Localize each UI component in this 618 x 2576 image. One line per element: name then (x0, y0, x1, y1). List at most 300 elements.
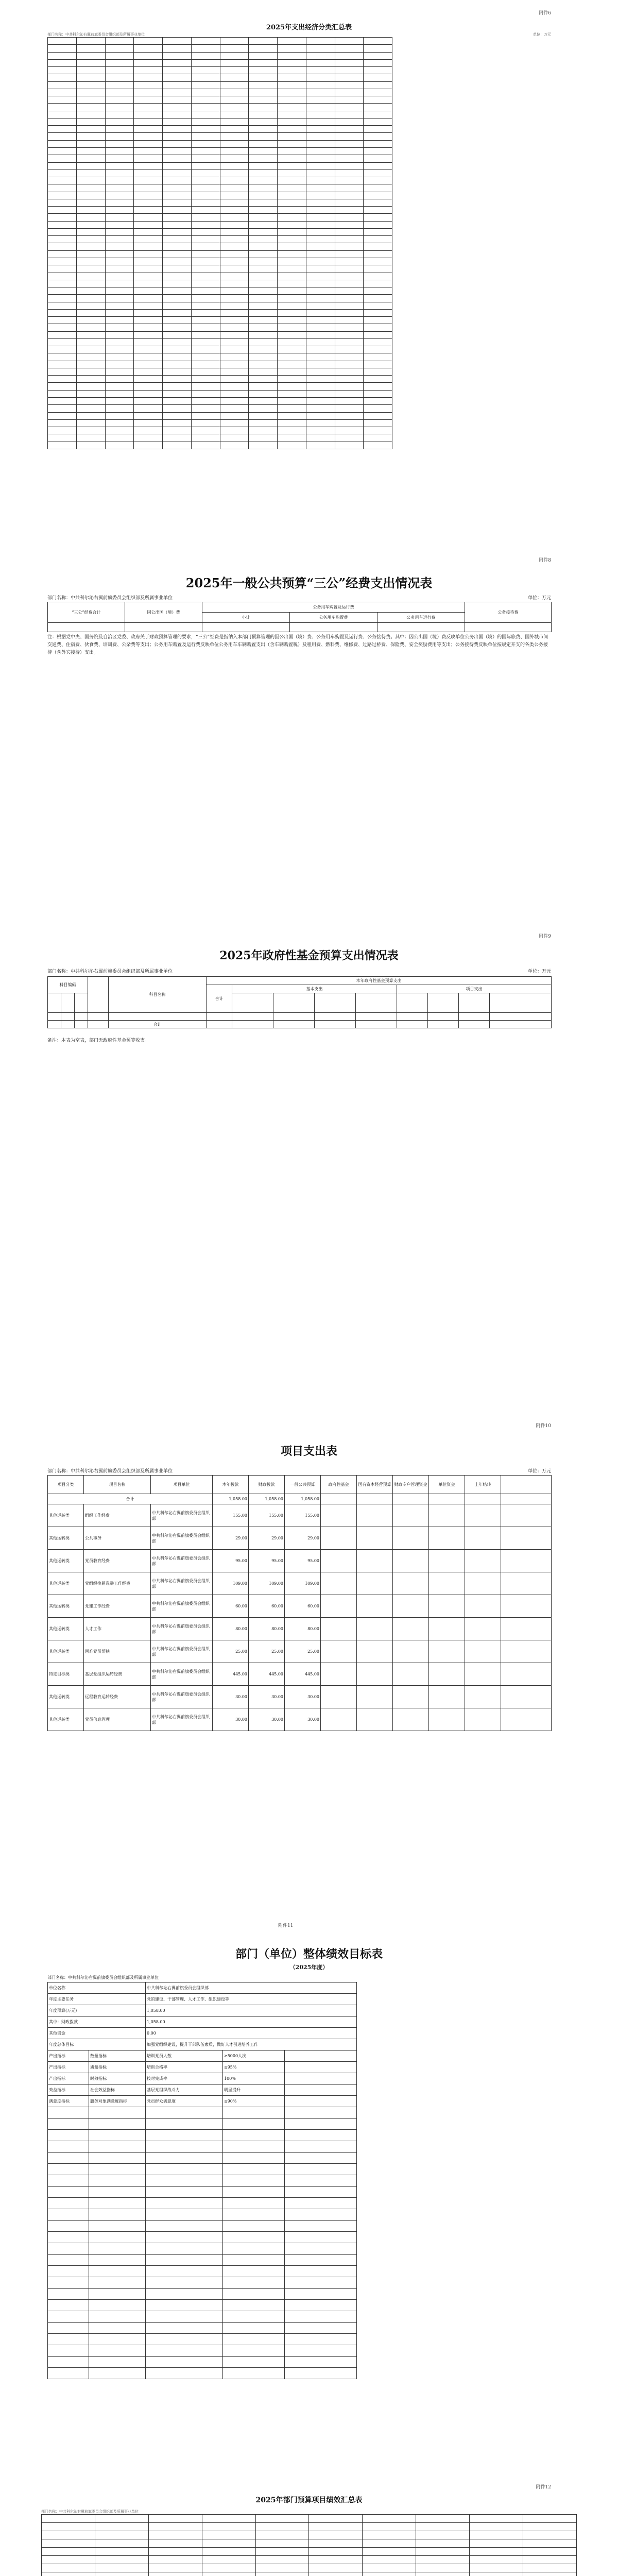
section-economic-summary (0, 0, 618, 464)
table-cell (134, 265, 163, 273)
table-cell (163, 67, 192, 74)
table-row (48, 147, 392, 155)
table-cell (335, 74, 364, 81)
th-car-run: 公务用车运行费 (377, 613, 465, 623)
table-cell (220, 74, 249, 81)
header-row (48, 1476, 552, 1494)
table-cell (278, 199, 306, 206)
table-cell (163, 302, 192, 309)
table-cell (285, 2175, 357, 2187)
table-cell (48, 302, 77, 309)
th-reception: 公务接待费 (465, 602, 552, 623)
table-cell (501, 1572, 552, 1595)
table-cell (335, 338, 364, 346)
table-cell (76, 295, 105, 302)
table-cell (48, 412, 77, 419)
table-cell (76, 126, 105, 133)
project-fiscal: 109.00 (249, 1572, 285, 1595)
table-row (48, 192, 392, 199)
table-cell (48, 295, 77, 302)
table-cell (134, 331, 163, 338)
project-unit: 中共科尔沁右翼前旗委员会组织部 (151, 1640, 213, 1663)
table-cell (223, 2334, 285, 2345)
table-cell (163, 38, 192, 45)
table-cell (416, 2564, 470, 2572)
table-cell (357, 1708, 393, 1731)
project-fiscal: 29.00 (249, 1527, 285, 1550)
indicator-level1: 效益指标 (48, 2084, 89, 2096)
section-title: 部门（单位）整体绩效目标表 (235, 1947, 383, 1961)
table-cell (285, 2266, 357, 2277)
indicator-value: 明显提升 (223, 2084, 285, 2096)
table-cell (306, 302, 335, 309)
table-cell (163, 317, 192, 324)
table-row (48, 2277, 357, 2289)
table-cell (306, 442, 335, 449)
table-cell (278, 390, 306, 397)
table-cell (501, 1708, 552, 1731)
table-cell (76, 81, 105, 89)
table-cell (191, 67, 220, 74)
table-cell (309, 2548, 363, 2556)
table-cell (89, 2277, 146, 2289)
table-cell (335, 427, 364, 434)
table-cell (470, 2523, 523, 2531)
table-cell (306, 170, 335, 177)
table-cell (105, 376, 134, 383)
table-cell (306, 81, 335, 89)
table-cell (134, 280, 163, 287)
table-cell (465, 1504, 501, 1527)
table-cell (278, 111, 306, 118)
table-row (48, 2153, 357, 2164)
table-cell (134, 302, 163, 309)
table-cell (364, 59, 392, 66)
table-cell (202, 2548, 255, 2556)
table-cell (249, 258, 278, 265)
field-label: 年度总体目标 (48, 2039, 146, 2050)
table-cell (220, 162, 249, 170)
table-cell (364, 111, 392, 118)
project-table (47, 1475, 552, 1731)
table-cell (255, 2556, 309, 2564)
table-row (48, 2016, 357, 2028)
table-row (48, 228, 392, 235)
indicator-level2: 时效指标 (89, 2073, 146, 2084)
table-row (48, 412, 392, 419)
table-cell (48, 140, 77, 147)
project-category: 其他运转类 (48, 1527, 84, 1550)
table-cell (278, 258, 306, 265)
table-cell (523, 2564, 577, 2572)
column-header: 本年拨款 (213, 1476, 249, 1494)
table-cell (163, 324, 192, 331)
table-cell (364, 162, 392, 170)
table-row (48, 1708, 552, 1731)
table-cell (220, 140, 249, 147)
table-cell (76, 207, 105, 214)
table-cell (95, 2572, 148, 2576)
table-cell (48, 2107, 89, 2119)
table-cell (255, 2515, 309, 2523)
table-cell (105, 111, 134, 118)
page-tag: 附件8 (539, 558, 551, 563)
table-cell (134, 317, 163, 324)
table-cell (249, 192, 278, 199)
table-cell (220, 228, 249, 235)
table-cell (306, 59, 335, 66)
table-cell (148, 2515, 202, 2523)
table-cell (364, 67, 392, 74)
table-cell (105, 140, 134, 147)
table-cell (278, 442, 306, 449)
table-cell (364, 390, 392, 397)
table-cell (105, 170, 134, 177)
project-category: 其他运转类 (48, 1550, 84, 1572)
dept-line: 部门名称：中共科尔沁右翼前旗委员会组织部及所属事业单位 (47, 1975, 159, 1980)
table-cell (146, 2300, 223, 2311)
table-cell (465, 1663, 501, 1686)
table-cell (249, 250, 278, 258)
table-cell (76, 273, 105, 280)
table-cell (146, 2323, 223, 2334)
table-row (48, 1982, 357, 1994)
table-cell (429, 1572, 465, 1595)
table-row (48, 2005, 357, 2016)
table-cell (146, 2277, 223, 2289)
table-cell (146, 2345, 223, 2357)
table-cell (105, 162, 134, 170)
table-cell (249, 147, 278, 155)
table-cell (364, 133, 392, 140)
table-cell (105, 126, 134, 133)
indicator-value: ≥95% (223, 2062, 285, 2073)
table-cell (364, 155, 392, 162)
table-cell (191, 331, 220, 338)
table-cell (191, 45, 220, 52)
table-cell (335, 59, 364, 66)
table-cell (105, 96, 134, 104)
table-cell (249, 81, 278, 89)
table-cell (220, 170, 249, 177)
table-cell (48, 192, 77, 199)
table-cell (364, 295, 392, 302)
table-cell (335, 221, 364, 228)
project-general: 155.00 (285, 1504, 321, 1527)
table-cell (285, 2289, 357, 2300)
table-cell (163, 59, 192, 66)
table-cell (335, 309, 364, 316)
table-cell (364, 368, 392, 375)
table-cell (364, 207, 392, 214)
table-row (48, 162, 392, 170)
table-cell (364, 331, 392, 338)
table-cell (105, 243, 134, 250)
table-cell (105, 338, 134, 346)
table-cell (48, 177, 77, 184)
table-cell (335, 346, 364, 353)
table-cell (48, 118, 77, 125)
table-row (48, 199, 392, 206)
table-cell (249, 199, 278, 206)
table-cell (220, 376, 249, 383)
table-cell (306, 184, 335, 192)
table-cell (48, 368, 77, 375)
table-cell (48, 228, 77, 235)
page-tag: 附件10 (536, 1423, 551, 1429)
table-cell (48, 324, 77, 331)
table-cell (134, 155, 163, 162)
field-value: 加强党组织建设，提升干部队伍素质，做好人才引进培养工作 (146, 2039, 357, 2050)
table-cell (249, 295, 278, 302)
table-cell (249, 427, 278, 434)
indicator-level1: 产出指标 (48, 2050, 89, 2062)
table-cell (278, 214, 306, 221)
table-cell (48, 81, 77, 89)
table-row (48, 324, 392, 331)
table-cell (306, 133, 335, 140)
table-cell (335, 52, 364, 59)
table-cell (134, 111, 163, 118)
table-cell (357, 1527, 393, 1550)
table-row (48, 2130, 357, 2141)
table-row (48, 265, 392, 273)
table-row (48, 104, 392, 111)
table-cell (321, 1640, 357, 1663)
table-cell (278, 302, 306, 309)
table-cell (76, 111, 105, 118)
table-cell (335, 118, 364, 125)
table-cell (134, 199, 163, 206)
table-cell (89, 2334, 146, 2345)
total-value: 1,058.00 (249, 1494, 285, 1504)
table-cell (48, 2300, 89, 2311)
table-cell (278, 133, 306, 140)
project-name: 远程教育运转经费 (84, 1686, 151, 1708)
table-cell (105, 412, 134, 419)
th-basic: 基本支出 (232, 985, 397, 993)
table-cell (76, 419, 105, 427)
table-cell (76, 265, 105, 273)
table-cell (278, 280, 306, 287)
table-row (48, 427, 392, 434)
table-cell (202, 2531, 255, 2539)
table-cell (76, 147, 105, 155)
table-cell (134, 361, 163, 368)
table-cell (48, 287, 77, 295)
table-cell (48, 2255, 89, 2266)
table-cell (191, 155, 220, 162)
table-row (42, 2515, 577, 2523)
table-row (48, 2187, 357, 2198)
table-cell (163, 177, 192, 184)
table-cell (220, 368, 249, 375)
table-cell (163, 221, 192, 228)
table-cell (163, 338, 192, 346)
table-row (48, 140, 392, 147)
table-cell (249, 412, 278, 419)
table-cell (501, 1686, 552, 1708)
table-cell (76, 317, 105, 324)
table-cell (220, 177, 249, 184)
table-cell (249, 214, 278, 221)
table-cell (105, 250, 134, 258)
table-cell (89, 2153, 146, 2164)
page-tag: 附件9 (539, 934, 551, 939)
table-cell (163, 147, 192, 155)
project-amount: 60.00 (213, 1595, 249, 1618)
table-cell (146, 2311, 223, 2323)
table-cell (278, 324, 306, 331)
table-cell (249, 52, 278, 59)
table-cell (76, 177, 105, 184)
table-cell (134, 221, 163, 228)
table-cell (134, 67, 163, 74)
table-row (48, 1527, 552, 1550)
table-cell (223, 2107, 285, 2119)
table-row (48, 38, 392, 45)
table-cell (523, 2523, 577, 2531)
table-cell (335, 353, 364, 361)
table-row (48, 170, 392, 177)
table-cell (105, 331, 134, 338)
table-cell (321, 1686, 357, 1708)
table-cell (48, 353, 77, 361)
table-cell (163, 170, 192, 177)
table-cell (134, 273, 163, 280)
table-row (48, 45, 392, 52)
table-cell (285, 2243, 357, 2255)
table-cell (255, 2572, 309, 2576)
project-fiscal: 445.00 (249, 1663, 285, 1686)
table-cell (191, 133, 220, 140)
table-cell (191, 353, 220, 361)
table-cell (48, 2368, 89, 2379)
section-gov-fund (0, 933, 618, 1103)
project-amount: 29.00 (213, 1527, 249, 1550)
table-row (48, 1572, 552, 1595)
project-amount: 445.00 (213, 1663, 249, 1686)
table-cell (42, 2564, 95, 2572)
table-cell (335, 96, 364, 104)
table-cell (465, 1595, 501, 1618)
table-cell (223, 2368, 285, 2379)
table-cell (105, 265, 134, 273)
table-cell (76, 52, 105, 59)
table-cell (146, 2141, 223, 2153)
project-fiscal: 30.00 (249, 1686, 285, 1708)
table-cell (95, 2539, 148, 2548)
table-cell (134, 258, 163, 265)
project-category: 其他运转类 (48, 1686, 84, 1708)
table-cell (429, 1640, 465, 1663)
table-cell (364, 273, 392, 280)
table-cell (76, 104, 105, 111)
table-cell (523, 2572, 577, 2576)
table-cell (416, 2523, 470, 2531)
table-cell (335, 419, 364, 427)
table-cell (89, 2130, 146, 2141)
table-cell (416, 2531, 470, 2539)
table-cell (363, 2523, 416, 2531)
table-cell (285, 2232, 357, 2243)
table-cell (163, 118, 192, 125)
table-cell (48, 147, 77, 155)
table-cell (223, 2277, 285, 2289)
table-cell (105, 221, 134, 228)
project-general: 60.00 (285, 1595, 321, 1618)
field-value: 1,058.00 (146, 2005, 357, 2016)
table-cell (255, 2564, 309, 2572)
table-cell (134, 96, 163, 104)
table-row (42, 2564, 577, 2572)
table-cell (306, 45, 335, 52)
table-cell (335, 405, 364, 412)
table-cell (335, 214, 364, 221)
table-row (48, 243, 392, 250)
table-cell (89, 2164, 146, 2175)
table-cell (146, 2289, 223, 2300)
table-cell (220, 398, 249, 405)
table-cell (306, 199, 335, 206)
project-category: 其他运转类 (48, 1595, 84, 1618)
th-project: 项目支出 (397, 985, 552, 993)
table-cell (163, 361, 192, 368)
table-cell (191, 324, 220, 331)
table-cell (393, 1527, 429, 1550)
table-cell (364, 258, 392, 265)
dept-line: 部门名称：中共科尔沁右翼前旗委员会组织部及所属事业单位 (47, 1469, 173, 1474)
table-cell (148, 2556, 202, 2564)
table-cell (105, 383, 134, 390)
table-cell (163, 214, 192, 221)
table-cell (134, 427, 163, 434)
table-cell (278, 147, 306, 155)
table-cell (363, 2515, 416, 2523)
table-cell (364, 104, 392, 111)
table-cell (306, 331, 335, 338)
table-cell (335, 317, 364, 324)
table-cell (163, 81, 192, 89)
table-cell (76, 368, 105, 375)
table-cell (306, 317, 335, 324)
table-cell (163, 258, 192, 265)
table-row (48, 74, 392, 81)
table-row (48, 376, 392, 383)
table-cell (163, 434, 192, 442)
project-fiscal: 80.00 (249, 1618, 285, 1640)
table-cell (278, 221, 306, 228)
table-cell (48, 398, 77, 405)
table-cell (278, 361, 306, 368)
table-cell (306, 177, 335, 184)
table-cell (191, 361, 220, 368)
table-cell (134, 236, 163, 243)
table-cell (363, 2556, 416, 2564)
table-row (48, 2311, 357, 2323)
table-cell (285, 2209, 357, 2221)
table-cell (105, 133, 134, 140)
performance-table (47, 1982, 357, 2379)
table-row (48, 1640, 552, 1663)
table-cell (364, 126, 392, 133)
project-category: 其他运转类 (48, 1504, 84, 1527)
table-cell (220, 52, 249, 59)
table-cell (105, 155, 134, 162)
table-cell (163, 207, 192, 214)
project-unit: 中共科尔沁右翼前旗委员会组织部 (151, 1618, 213, 1640)
table-cell (48, 376, 77, 383)
